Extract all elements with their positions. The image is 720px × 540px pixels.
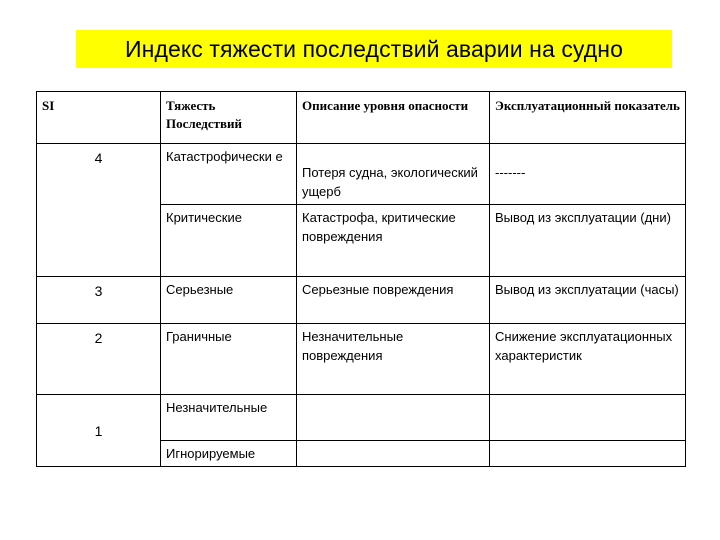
header-indicator: Эксплуатационный показатель [490,92,686,144]
description-cell [297,394,490,440]
severity-cell: Катастрофически е [161,144,297,205]
table-row [37,144,686,205]
description-cell: Серьезные повреждения [297,276,490,323]
table-row [37,394,686,440]
description-cell: Потеря судна, экологический ущерб [297,144,490,205]
header-severity: Тяжесть Последствий [161,92,297,144]
title-banner [76,30,672,68]
indicator-cell: Вывод из эксплуатации (дни) [490,204,686,276]
si-cell-1: 1 [37,394,161,466]
severity-cell: Критические [161,204,297,276]
indicator-cell: ------- [490,144,686,205]
table-row [37,323,686,394]
description-cell [297,440,490,466]
description-cell: Незначительные повреждения [297,323,490,394]
table-row [37,276,686,323]
severity-index-table [36,91,686,467]
severity-cell: Игнорируемые [161,440,297,466]
severity-cell: Граничные [161,323,297,394]
si-cell-4: 4 [37,144,161,277]
si-cell-3: 3 [37,276,161,323]
indicator-cell: Снижение эксплуатационных характеристик [490,323,686,394]
page-title: Индекс тяжести последствий аварии на судно [125,35,623,62]
header-description: Описание уровня опасности [297,92,490,144]
severity-cell: Серьезные [161,276,297,323]
si-cell-2: 2 [37,323,161,394]
indicator-cell [490,440,686,466]
description-cell: Катастрофа, критические повреждения [297,204,490,276]
header-si: SI [37,92,161,144]
indicator-cell: Вывод из эксплуатации (часы) [490,276,686,323]
severity-cell: Незначительные [161,394,297,440]
indicator-cell [490,394,686,440]
table-header-row [37,92,686,144]
